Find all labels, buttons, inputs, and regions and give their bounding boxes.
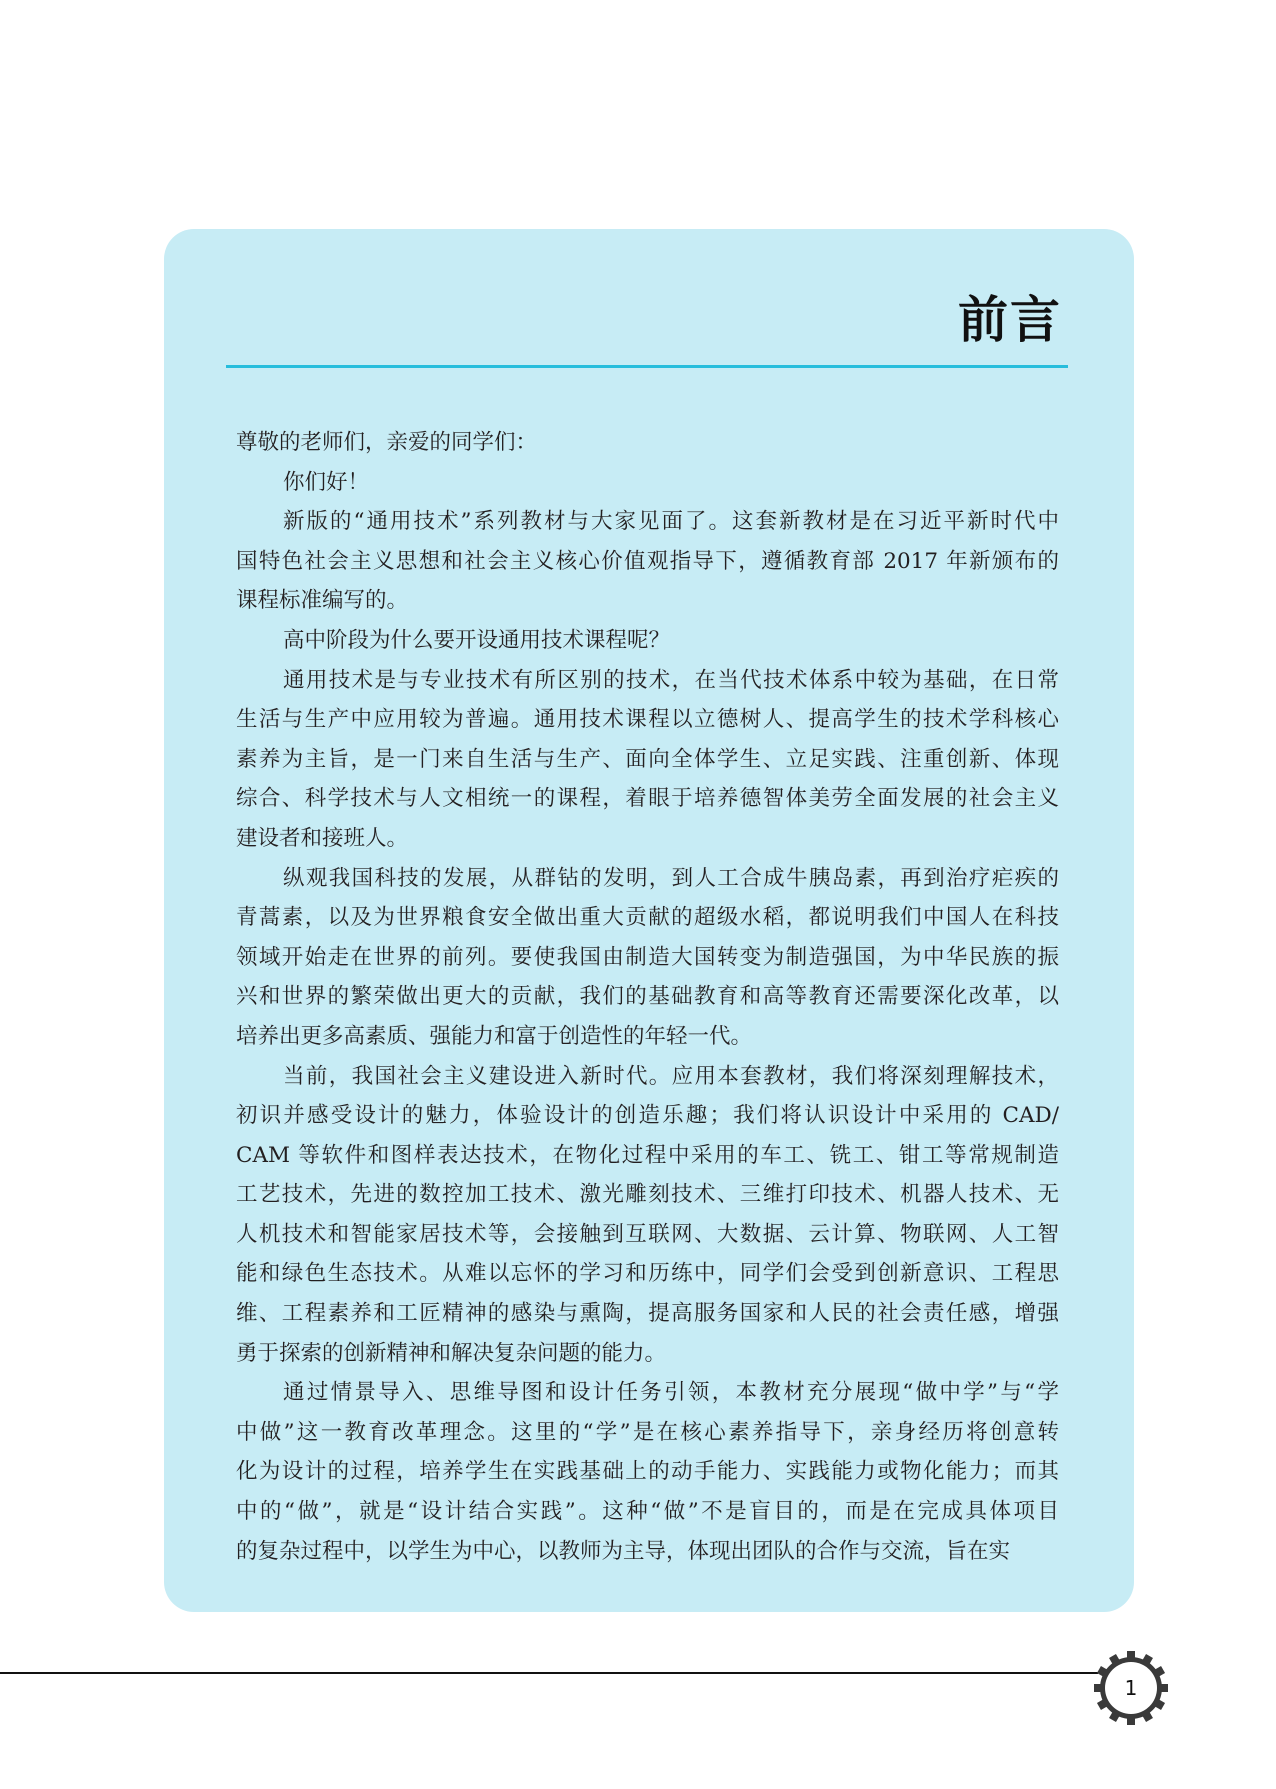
paragraph-line: 人机技术和智能家居技术等，会接触到互联网、大数据、云计算、物联网、人工智 xyxy=(236,1221,1059,1247)
paragraph-line: 建设者和接班人。 xyxy=(236,825,409,851)
paragraph-line: 中的“做”，就是“设计结合实践”。这种“做”不是盲目的，而是在完成具体项目 xyxy=(236,1499,1059,1525)
paragraph-line: 综合、科学技术与人文相统一的课程，着眼于培养德智体美劳全面发展的社会主义 xyxy=(236,786,1059,812)
paragraph-line: 素养为主旨，是一门来自生活与生产、面向全体学生、立足实践、注重创新、体现 xyxy=(236,746,1059,772)
footer-divider xyxy=(0,1672,1098,1674)
paragraph-line: 生活与生产中应用较为普遍。通用技术课程以立德树人、提高学生的技术学科核心 xyxy=(236,707,1059,733)
paragraph-line: 课程标准编写的。 xyxy=(236,588,409,614)
paragraph-line: 初识并感受设计的魅力，体验设计的创造乐趣；我们将认识设计中采用的 CAD/ xyxy=(236,1103,1059,1129)
preface-body xyxy=(236,423,1059,1571)
paragraph-line: 勇于探索的创新精神和解决复杂问题的能力。 xyxy=(236,1340,667,1366)
page-number: 1 xyxy=(1124,1676,1138,1700)
paragraph-line: 青蒿素，以及为世界粮食安全做出重大贡献的超级水稻，都说明我们中国人在科技 xyxy=(236,905,1059,931)
paragraph-line: 能和绿色生态技术。从难以忘怀的学习和历练中，同学们会受到创新意识、工程思 xyxy=(236,1261,1059,1287)
paragraph-line: 兴和世界的繁荣做出更大的贡献，我们的基础教育和高等教育还需要深化改革，以 xyxy=(236,984,1059,1010)
paragraph-line: 纵观我国科技的发展，从群钻的发明，到人工合成牛胰岛素，再到治疗疟疾的 xyxy=(283,865,1059,891)
title-underline xyxy=(226,365,1068,368)
paragraph-line: 化为设计的过程，培养学生在实践基础上的动手能力、实践能力或物化能力；而其 xyxy=(236,1459,1059,1485)
paragraph-line: 尊敬的老师们，亲爱的同学们： xyxy=(236,430,538,455)
paragraph-line: 新版的“通用技术”系列教材与大家见面了。这套新教材是在习近平新时代中 xyxy=(283,509,1059,535)
paragraph-line: 通用技术是与专业技术有所区别的技术，在当代技术体系中较为基础，在日常 xyxy=(283,667,1059,693)
paragraph-line: 领域开始走在世界的前列。要使我国由制造大国转变为制造强国，为中华民族的振 xyxy=(236,944,1059,970)
paragraph-line: 当前，我国社会主义建设进入新时代。应用本套教材，我们将深刻理解技术， xyxy=(283,1063,1059,1089)
paragraph-line: 工艺技术，先进的数控加工技术、激光雕刻技术、三维打印技术、机器人技术、无 xyxy=(236,1182,1059,1208)
paragraph-line: 你们好！ xyxy=(283,469,370,495)
paragraph-line: 国特色社会主义思想和社会主义核心价值观指导下，遵循教育部 2017 年新颁布的 xyxy=(236,548,1059,574)
paragraph-line: 通过情景导入、思维导图和设计任务引领，本教材充分展现“做中学”与“学 xyxy=(283,1380,1059,1406)
paragraph-line: 高中阶段为什么要开设通用技术课程呢？ xyxy=(283,627,671,653)
paragraph-line: CAM 等软件和图样表达技术，在物化过程中采用的车工、铣工、钳工等常规制造 xyxy=(236,1142,1059,1168)
paragraph-line: 维、工程素养和工匠精神的感染与熏陶，提高服务国家和人民的社会责任感，增强 xyxy=(236,1301,1059,1327)
paragraph-line: 中做”这一教育改革理念。这里的“学”是在核心素养指导下，亲身经历将创意转 xyxy=(236,1419,1059,1445)
paragraph-line: 的复杂过程中，以学生为中心，以教师为主导，体现出团队的合作与交流，旨在实 xyxy=(236,1538,1011,1564)
page-title: 前言 xyxy=(958,291,1062,349)
paragraph-line: 培养出更多高素质、强能力和富于创造性的年轻一代。 xyxy=(236,1023,753,1049)
